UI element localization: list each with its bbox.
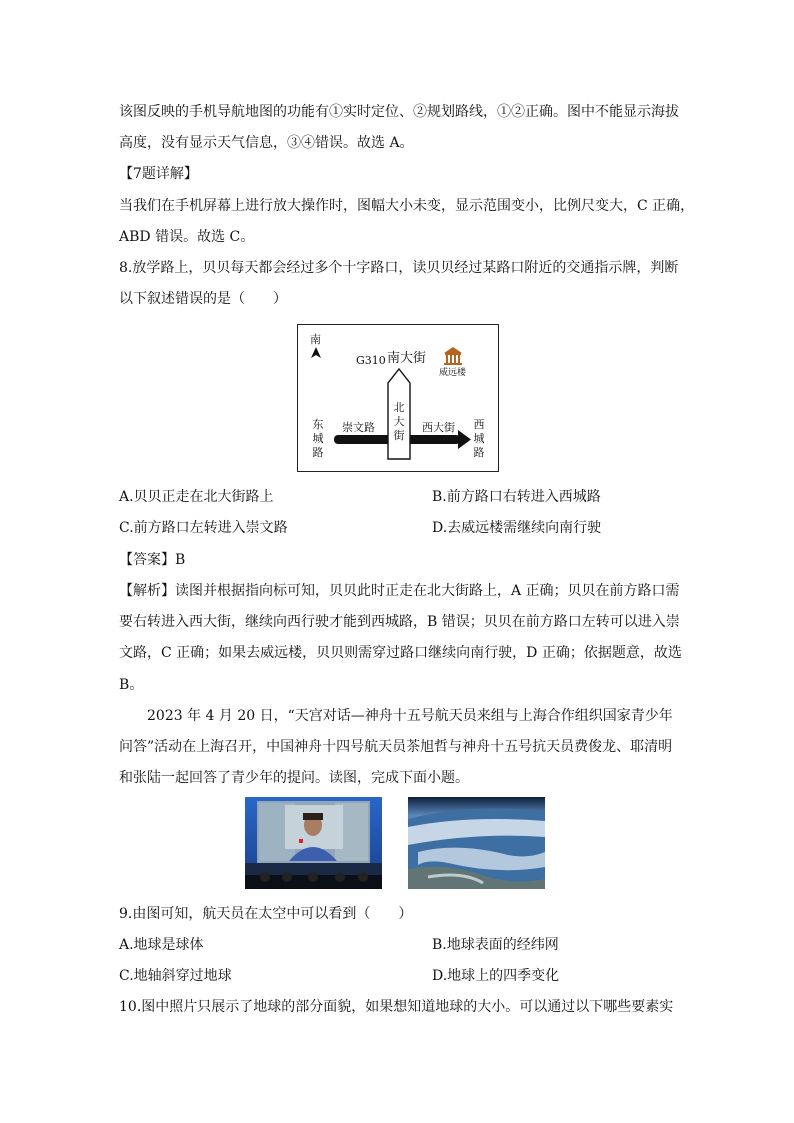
question-8-stem: 以下叙述错误的是（ ）: [119, 291, 287, 307]
left-street-label: 东城路: [312, 418, 324, 459]
landmark-building-icon: [444, 347, 462, 365]
paragraph-line: 高度，没有显示天气信息，③④错误。故选 A。: [119, 135, 414, 151]
intro-line: 问答”活动在上海召开，中国神舟十四号航天员茶旭哲与神舟十五号抗天员费俊龙、耶清明: [119, 739, 673, 755]
option-b: B.地球表面的经纬网: [432, 937, 559, 953]
right-arrow-icon: [458, 430, 471, 449]
center-street-label: 北大街: [393, 401, 405, 442]
astronaut-video-photo: [245, 797, 382, 889]
option-b: B.前方路口右转进入西城路: [432, 489, 601, 505]
analysis-line: 文路，C 正确；如果去威远楼，贝贝则需穿过路口继续向南行驶，D 正确；依据题意，故选: [119, 645, 682, 661]
direction-arrow-icon: [311, 347, 321, 358]
paragraph-line: ABD 错误。故选 C。: [119, 229, 255, 245]
analysis-line: 【解析】读图并根据指向标可知，贝贝此时正走在北大街路上，A 正确；贝贝在前方路口需: [119, 583, 680, 599]
question-9-stem: 9.由图可知，航天员在太空中可以看到（ ）: [119, 906, 413, 922]
analysis-line: B。: [119, 677, 144, 693]
top-street-label: 南大街: [387, 351, 427, 366]
question-8-stem: 8.放学路上，贝贝每天都会经过多个十字路口，读贝贝经过某路口附近的交通指示牌，判断: [119, 260, 679, 276]
option-d: D.地球上的四季变化: [432, 968, 560, 984]
option-a: A.地球是球体: [119, 937, 204, 953]
landmark-label: 威远楼: [439, 368, 467, 378]
intro-line: 2023 年 4 月 20 日，“天宫对话—神舟十五号航天员来组与上海合作组织国家青少年: [119, 708, 673, 724]
direction-label: 南: [310, 333, 321, 346]
option-d: D.去威远楼需继续向南行驶: [432, 520, 602, 536]
left-road-label: 崇文路: [342, 421, 375, 434]
analysis-line: 要右转进入西大街，继续向西行驶才能到西城路，B 错误；贝贝在前方路口左转可以进入崇: [119, 614, 680, 630]
intro-line: 和张陆一起回答了青少年的提问。读图，完成下面小题。: [119, 770, 469, 786]
paragraph-line: 该图反映的手机导航地图的功能有①实时定位、②规划路线，①②正确。图中不能显示海拔: [119, 104, 679, 120]
right-street-label: 西城路: [473, 418, 485, 459]
option-a: A.贝贝正走在北大街路上: [119, 489, 274, 505]
traffic-sign-graphics: [298, 325, 498, 471]
earth-from-space-photo: [408, 797, 545, 889]
option-c: C.前方路口左转进入崇文路: [119, 520, 288, 536]
option-c: C.地轴斜穿过地球: [119, 968, 232, 984]
paragraph-line: 当我们在手机屏幕上进行放大操作时，图幅大小未变，显示范围变小，比例尺变大，C 正确，: [119, 198, 695, 214]
section-heading: 【7题详解】: [119, 166, 198, 182]
road-code: G310: [356, 354, 386, 367]
answer-label: 【答案】B: [119, 552, 186, 568]
question-10-stem: 10.图中照片只展示了地球的部分面貌，如果想知道地球的大小。可以通过以下哪些要素实: [119, 999, 674, 1015]
right-road-label: 西大街: [422, 421, 455, 434]
traffic-sign-figure: [297, 324, 499, 472]
